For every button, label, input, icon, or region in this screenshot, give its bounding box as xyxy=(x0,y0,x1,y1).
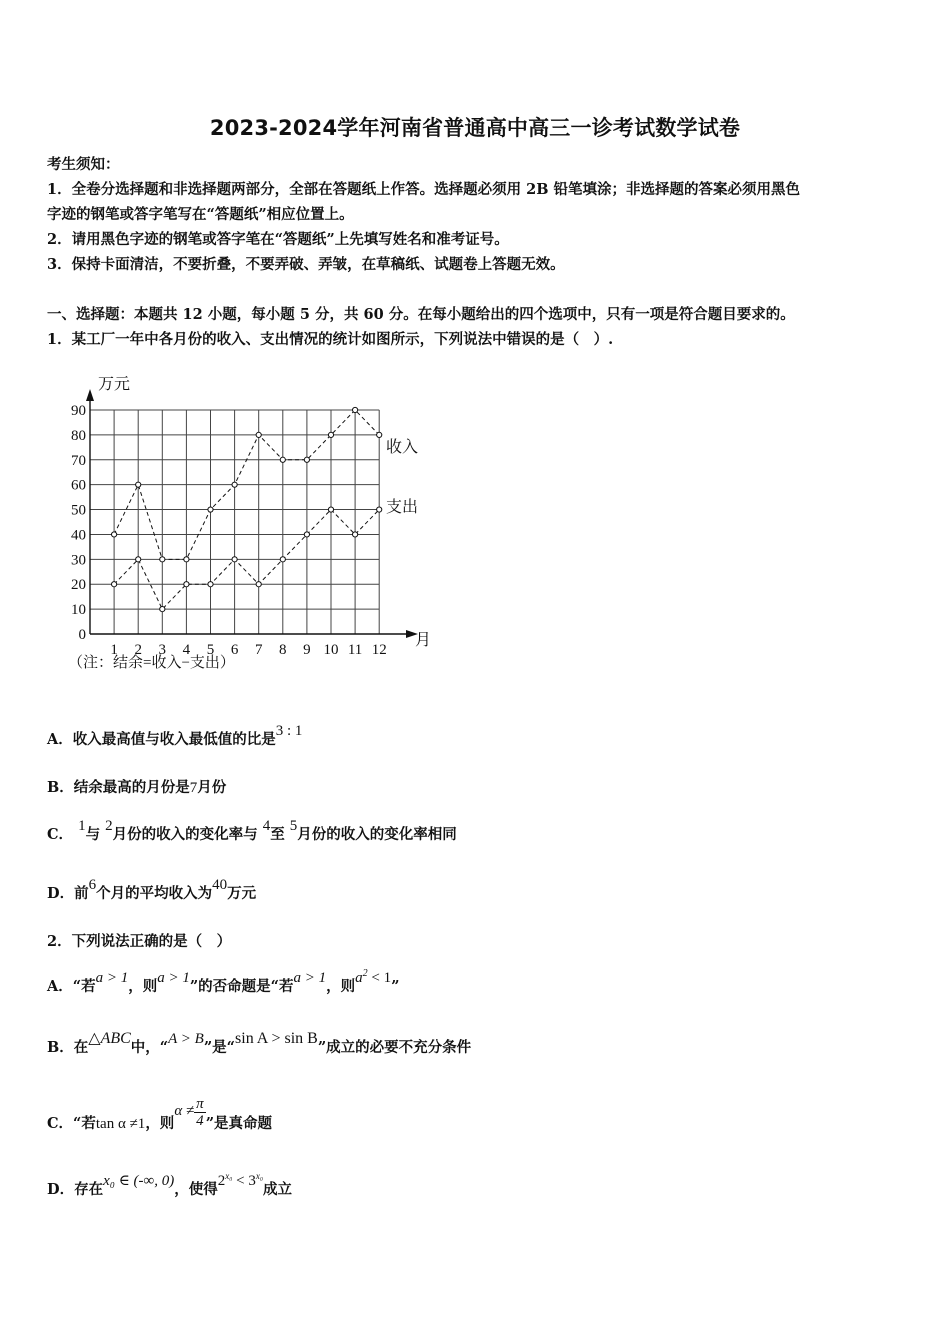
q2-option-a-m4-exp: 2 xyxy=(362,968,368,979)
income-point xyxy=(160,557,165,562)
q2-option-b-t3: ”成立的必要不充分条件 xyxy=(317,1039,472,1056)
notice-line-1a: 1．全卷分选择题和非选择题两部分，全部在答题纸上作答。选择题必须用 2B 铅笔填涂；非选择题的答案必须用黑色 xyxy=(47,181,801,198)
q2-option-a-t4: ” xyxy=(391,978,400,995)
x-tick-label: 11 xyxy=(347,642,363,658)
q2-option-b-m2: A > B xyxy=(168,1031,204,1047)
income-point xyxy=(304,457,309,462)
q2-option-a-m4-rel: < 1 xyxy=(367,970,392,986)
q1-option-b-num: 7 xyxy=(189,780,198,796)
fraction-denominator: 4 xyxy=(196,1113,204,1129)
q1-option-d-n1: 6 xyxy=(88,877,97,893)
q2-option-d-m1: x₀ ∈ (-∞, 0) xyxy=(103,1173,175,1189)
q2-option-a-m4 xyxy=(355,970,391,986)
q1-option-a-text: A．收入最高值与收入最低值的比是 xyxy=(47,731,276,748)
income-point xyxy=(208,507,213,512)
q2-option-b-m3: sin A > sin B xyxy=(235,1030,318,1047)
notice-line-1b: 字迹的钢笔或答字笔写在“答题纸”相应位置上。 xyxy=(47,206,354,223)
q2-option-d-t2: 成立 xyxy=(262,1181,292,1198)
q2-option-b xyxy=(47,1030,472,1057)
q2-option-a-t2: ”的否命题是“若 xyxy=(189,978,294,995)
y-tick-label: 0 xyxy=(78,627,86,643)
income-point xyxy=(112,532,117,537)
question-1-stem: 1．某工厂一年中各月份的收入、支出情况的统计如图所示，下列说法中错误的是（ ）. xyxy=(47,331,614,348)
q1-option-c-label: C． xyxy=(47,826,74,843)
q1-option-b-text: B．结余最高的月份是 xyxy=(47,779,190,796)
expense-point xyxy=(328,507,333,512)
chart-note: （注：结余=收入−支出） xyxy=(68,655,235,671)
y-tick-label: 10 xyxy=(71,602,86,619)
q1-option-c-n4: 5 xyxy=(289,818,298,834)
question-2-stem: 2．下列说法正确的是（ ） xyxy=(47,933,232,950)
q2-option-a-m3: a > 1 xyxy=(293,970,327,986)
y-tick-label: 20 xyxy=(71,577,86,594)
q2-option-d-math xyxy=(218,1173,263,1189)
q2-option-d-exp1: x₀ xyxy=(225,1171,233,1181)
y-tick-label: 40 xyxy=(71,527,86,544)
expense-point xyxy=(208,582,213,587)
notice-heading: 考生须知： xyxy=(47,156,120,173)
q1-option-c-t2: 月份的收入的变化率与 xyxy=(112,826,258,843)
q2-option-c-m2: α ≠ xyxy=(174,1102,195,1119)
x-tick-label: 10 xyxy=(323,642,339,658)
q2-option-b-t2: ”是“ xyxy=(203,1039,236,1056)
q1-option-d-label: D．前 xyxy=(47,885,89,902)
x-tick-label: 3 xyxy=(158,642,167,658)
income-point xyxy=(377,432,382,437)
y-tick-label: 90 xyxy=(71,403,86,419)
y-axis-label: 万元 xyxy=(98,376,131,393)
section-heading: 一、选择题：本题共 12 小题，每小题 5 分，共 60 分。在每小题给出的四个选项中，只有一项是符合题目要求的。 xyxy=(47,306,795,323)
q1-option-d xyxy=(47,877,257,903)
q1-option-c-t4: 月份的收入的变化率相同 xyxy=(297,826,457,843)
y-tick-label: 80 xyxy=(71,427,86,444)
q2-option-b-label: B．在 xyxy=(47,1039,89,1056)
q2-option-d-label: D．存在 xyxy=(47,1181,104,1198)
income-point xyxy=(232,482,237,487)
q2-option-d-rel: < xyxy=(232,1173,249,1189)
q2-option-c-t2: ”是真命题 xyxy=(205,1114,273,1132)
q1-option-d-n2: 40 xyxy=(212,877,228,893)
x-tick-label: 9 xyxy=(303,642,311,658)
expense-point xyxy=(304,532,309,537)
q1-option-c-n2: 2 xyxy=(105,818,113,834)
income-point xyxy=(353,407,358,412)
q2-option-d-exp2: x₀ xyxy=(255,1171,263,1181)
q1-option-c-t1: 与 xyxy=(85,826,101,843)
income-expense-chart xyxy=(60,365,440,675)
expense-point xyxy=(353,532,358,537)
page-title: 2023-2024学年河南省普通高中高三一诊考试数学试卷 xyxy=(209,116,741,140)
y-axis-arrow xyxy=(86,389,94,401)
fraction-numerator: π xyxy=(196,1096,204,1112)
x-tick-label: 2 xyxy=(134,642,142,658)
y-tick-label: 30 xyxy=(71,552,86,569)
q2-option-a-m1: a > 1 xyxy=(95,970,129,986)
q2-option-d xyxy=(47,1171,292,1199)
expense-point xyxy=(232,557,237,562)
x-tick-label: 12 xyxy=(371,642,387,658)
q1-option-d-t1: 个月的平均收入为 xyxy=(96,885,213,902)
q1-option-d-t2: 万元 xyxy=(227,885,257,902)
legend-expense: 支出 xyxy=(386,499,419,516)
legend-income: 收入 xyxy=(386,439,419,456)
x-tick-label: 7 xyxy=(254,642,263,658)
q1-option-c-n1: 1 xyxy=(78,818,86,834)
y-tick-label: 50 xyxy=(71,502,86,519)
notice-line-2: 2．请用黑色字迹的钢笔或答字笔在“答题纸”上先填写姓名和准考证号。 xyxy=(47,231,509,248)
q2-option-a-label: A．“若 xyxy=(47,978,96,995)
expense-point xyxy=(377,507,382,512)
income-point xyxy=(256,432,261,437)
x-tick-label: 5 xyxy=(206,642,215,658)
q2-option-a-m2: a > 1 xyxy=(157,970,190,986)
q2-option-d-t1: ，使得 xyxy=(174,1181,218,1198)
q1-option-b xyxy=(47,776,226,797)
expense-point xyxy=(280,557,285,562)
q1-option-c-t3: 至 xyxy=(270,826,285,843)
income-point xyxy=(184,557,189,562)
q1-option-a-math: 3 : 1 xyxy=(275,723,303,739)
notice-line-3: 3．保持卡面清洁，不要折叠，不要弄破、弄皱，在草稿纸、试题卷上答题无效。 xyxy=(47,256,565,273)
x-tick-label: 1 xyxy=(110,642,118,658)
q2-option-a xyxy=(47,968,400,996)
q2-option-a-t1: ，则 xyxy=(128,978,158,995)
q2-option-c-fraction xyxy=(194,1096,206,1129)
income-point xyxy=(280,457,285,462)
x-axis-label: 月 xyxy=(415,632,432,649)
x-tick-label: 6 xyxy=(230,642,239,658)
expense-point xyxy=(112,582,117,587)
x-tick-label: 4 xyxy=(182,642,191,658)
y-tick-labels xyxy=(71,403,86,643)
q2-option-c-m1: tan α ≠1 xyxy=(95,1115,146,1132)
q1-option-a xyxy=(47,723,303,749)
income-point xyxy=(328,432,333,437)
q2-option-c-t1: ，则 xyxy=(145,1114,175,1132)
expense-point xyxy=(160,607,165,612)
q2-option-a-t3: ，则 xyxy=(326,978,356,995)
chart-axes xyxy=(86,389,418,638)
q2-option-a-m4-base: a xyxy=(355,970,363,986)
q1-option-c-n3: 4 xyxy=(262,818,271,834)
income-point xyxy=(136,482,141,487)
q2-option-d-base1: 2 xyxy=(217,1173,226,1189)
y-tick-label: 60 xyxy=(71,477,86,494)
q1-option-c xyxy=(47,818,457,844)
q2-option-d-base2: 3 xyxy=(248,1173,256,1189)
expense-point xyxy=(256,582,261,587)
q2-option-c xyxy=(47,1090,273,1132)
q1-option-b-tail: 月份 xyxy=(197,779,227,796)
expense-point xyxy=(184,582,189,587)
y-tick-label: 70 xyxy=(71,452,86,469)
q2-option-b-m1: △ABC xyxy=(88,1030,131,1047)
expense-point xyxy=(136,557,141,562)
q2-option-c-label: C．“若 xyxy=(47,1114,96,1132)
chart-grid xyxy=(90,410,379,634)
q2-option-b-t1: 中，“ xyxy=(130,1039,169,1056)
x-tick-label: 8 xyxy=(279,642,287,658)
